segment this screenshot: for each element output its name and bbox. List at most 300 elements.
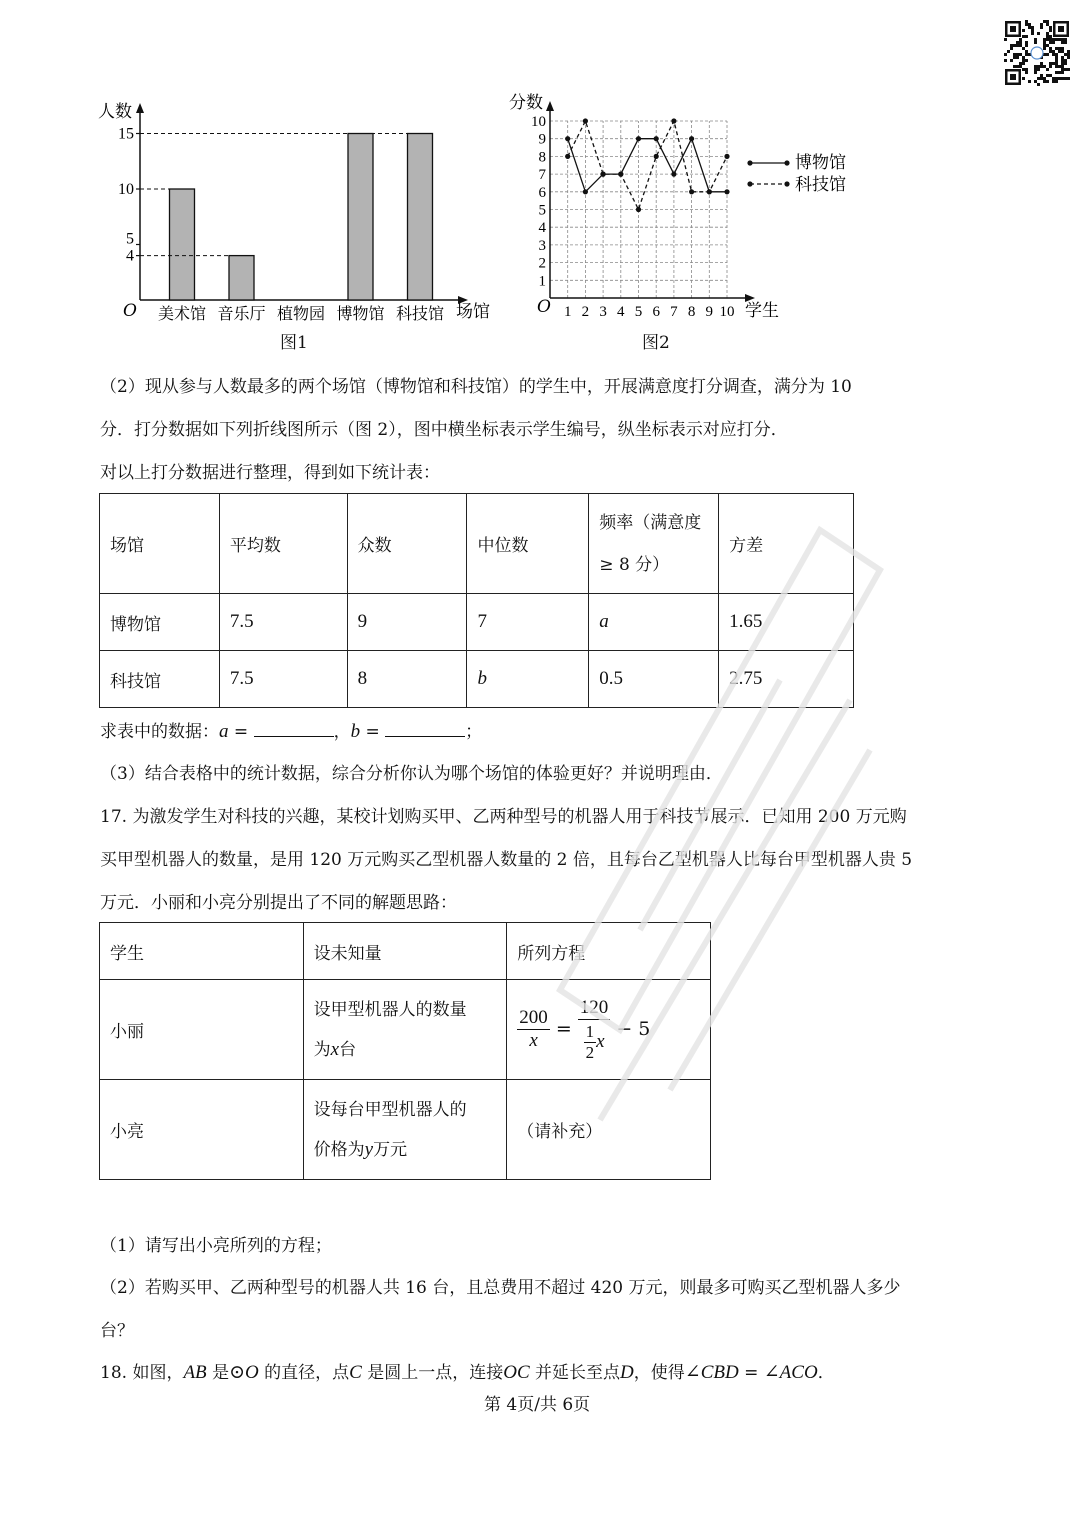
bar <box>348 134 373 301</box>
angle-cbd: ∠CBD <box>684 1362 739 1383</box>
qr-module <box>1037 65 1040 68</box>
var-x: x <box>330 1038 340 1060</box>
qr-module <box>1064 53 1067 56</box>
table-header: 中位数 <box>467 494 589 594</box>
data-point <box>601 172 606 177</box>
table-header-row <box>100 923 711 980</box>
qr-module <box>1055 38 1058 41</box>
x-category-label: 植物园 <box>276 304 326 323</box>
qr-module <box>1010 47 1013 50</box>
legend-marker <box>747 181 752 186</box>
qr-module <box>1034 68 1037 71</box>
unknown-line2-pre: 为 <box>313 1039 331 1060</box>
qr-module <box>1049 38 1052 41</box>
qr-module <box>1037 83 1040 86</box>
qr-module <box>1058 47 1061 50</box>
qr-module <box>1013 53 1016 56</box>
qr-module <box>1049 74 1052 77</box>
q18-text: 的直径，点 <box>258 1363 350 1383</box>
x-tick-label: 6 <box>652 304 660 320</box>
comma: ， <box>333 722 351 742</box>
frequency-header-line2: ≥ 8 分） <box>599 554 670 575</box>
numerator: 200 <box>519 1007 548 1028</box>
frequency-header-line1: 频率（满意度 <box>599 512 702 533</box>
qr-module <box>1049 26 1052 29</box>
qr-module <box>1052 53 1055 56</box>
data-point <box>671 118 676 123</box>
qr-module <box>1016 53 1019 56</box>
qr-module <box>1046 53 1049 56</box>
table-header: 学生 <box>100 923 304 980</box>
q17-line3: 万元．小丽和小亮分别提出了不同的解题思路： <box>100 893 457 913</box>
legend-marker <box>784 181 789 186</box>
qr-module <box>1004 53 1007 56</box>
qr-module <box>1061 41 1064 44</box>
qr-module <box>1037 77 1040 80</box>
qr-finder-center <box>1058 26 1064 32</box>
unknown-line2-post: 台 <box>339 1039 357 1060</box>
qr-module <box>1016 44 1019 47</box>
point-d: D <box>620 1362 634 1383</box>
var-a: a <box>219 721 229 742</box>
table-header: 平均数 <box>219 494 347 594</box>
qr-module <box>1022 56 1025 59</box>
qr-module <box>1058 65 1061 68</box>
qr-module <box>1067 77 1070 80</box>
y-tick-label: 6 <box>538 184 546 201</box>
q18-text: ，使得 <box>633 1363 685 1383</box>
qr-module <box>1049 41 1052 44</box>
qr-module <box>1007 50 1010 53</box>
x-tick-label: 1 <box>563 304 572 320</box>
equals: = <box>365 722 380 742</box>
table-cell: a <box>589 594 719 651</box>
qr-module <box>1037 32 1040 35</box>
qr-module <box>1049 50 1052 53</box>
qr-module <box>1064 77 1067 80</box>
qr-module <box>1064 62 1067 65</box>
y-tick-label: 3 <box>538 237 546 254</box>
x-tick-label: 8 <box>687 304 696 320</box>
find-values-line <box>100 720 482 743</box>
y-tick-label: 4 <box>538 220 546 237</box>
data-point <box>565 154 570 159</box>
qr-module <box>1055 71 1058 74</box>
denominator: x <box>529 1030 538 1051</box>
q18-number: 18. 如图， <box>100 1363 184 1383</box>
qr-module <box>1052 41 1055 44</box>
qr-module <box>1040 65 1043 68</box>
data-point <box>707 189 712 194</box>
qr-module <box>1040 26 1043 29</box>
figure2-caption: 图2 <box>642 333 670 353</box>
solution-table <box>99 922 711 1180</box>
qr-module <box>1055 62 1058 65</box>
x-category-label: 美术馆 <box>157 304 207 323</box>
qr-module <box>1013 56 1016 59</box>
qr-module <box>1022 59 1025 62</box>
unknown-line1: 设甲型机器人的数量 <box>313 999 467 1020</box>
qr-module <box>1061 71 1064 74</box>
qr-module <box>1034 80 1037 83</box>
qr-module <box>1052 80 1055 83</box>
bar <box>408 134 433 301</box>
var-b: b <box>350 721 361 742</box>
x-category-label: 科技馆 <box>395 304 445 323</box>
qr-module <box>1013 65 1016 68</box>
qr-module <box>1046 23 1049 26</box>
qr-module <box>1016 65 1019 68</box>
qr-module <box>1055 59 1058 62</box>
table-header-row <box>100 494 854 594</box>
qr-module <box>1055 56 1058 59</box>
x-axis-label: 场馆 <box>456 302 490 322</box>
y-axis-arrow <box>136 103 144 113</box>
table-header-frequency <box>589 494 719 594</box>
qr-module <box>1025 59 1028 62</box>
table-row <box>100 651 854 708</box>
inner-fraction <box>584 1022 597 1063</box>
qr-module <box>1025 44 1028 47</box>
series-line-science <box>568 121 727 210</box>
qr-module <box>1058 50 1061 53</box>
x-tick-label: 5 <box>634 304 643 320</box>
table-cell: 7.5 <box>219 594 347 651</box>
qr-module <box>1022 47 1025 50</box>
table-header: 所列方程 <box>507 923 711 980</box>
semicolon: ； <box>465 722 483 742</box>
qr-module <box>1031 32 1034 35</box>
data-point <box>689 136 694 141</box>
bar <box>170 189 195 300</box>
unknown-line2-pre: 价格为 <box>313 1139 365 1160</box>
legend-label-science: 科技馆 <box>795 175 846 195</box>
qr-module <box>1004 59 1007 62</box>
qr-module <box>1043 41 1046 44</box>
x-category-label: 音乐厅 <box>217 304 266 323</box>
y-tick-label: 10 <box>531 114 546 130</box>
q18-text: 并延长至点 <box>529 1363 621 1383</box>
qr-module <box>1028 23 1031 26</box>
qr-module <box>1034 41 1037 44</box>
table-cell: 9 <box>347 594 467 651</box>
qr-module <box>1055 65 1058 68</box>
y-tick-label: 4 <box>126 247 134 265</box>
qr-module <box>1061 59 1064 62</box>
qr-module <box>1052 50 1055 53</box>
qr-module <box>1019 38 1022 41</box>
qr-module <box>1055 53 1058 56</box>
table-cell: b <box>467 651 589 708</box>
denominator <box>578 1020 611 1063</box>
qr-module <box>1046 74 1049 77</box>
numerator: 120 <box>579 996 609 1018</box>
table-row <box>100 980 711 1080</box>
var-y: y <box>364 1138 374 1160</box>
qr-module <box>1049 29 1052 32</box>
qr-module <box>1061 50 1064 53</box>
qr-module <box>1055 77 1058 80</box>
data-point <box>689 189 694 194</box>
qr-module <box>1025 35 1028 38</box>
q16-2-line2: 分．打分数据如下列折线图所示（图 2），图中横坐标表示学生编号，纵坐标表示对应打分． <box>100 420 788 440</box>
point-c: C <box>349 1362 362 1383</box>
qr-module <box>1046 20 1049 23</box>
qr-module <box>1043 80 1046 83</box>
x-axis-label: 学生 <box>745 301 779 321</box>
q17-line2: 买甲型机器人的数量，是用 120 万元购买乙型机器人数量的 2 倍，且每台乙型机器人比每台甲型机器人贵 5 <box>100 850 913 870</box>
q16-2-line3: 对以上打分数据进行整理，得到如下统计表： <box>100 463 440 483</box>
qr-code <box>1004 20 1070 86</box>
qr-module <box>1061 77 1064 80</box>
table-header: 方差 <box>719 494 854 594</box>
legend-marker <box>747 160 752 165</box>
equals: = <box>233 722 249 742</box>
legend-label-museum: 博物馆 <box>795 153 846 173</box>
student-name: 小亮 <box>100 1080 304 1180</box>
qr-module <box>1052 38 1055 41</box>
table-row <box>100 594 854 651</box>
line-chart <box>505 88 865 328</box>
qr-module <box>1040 62 1043 65</box>
y-tick-label: 8 <box>538 149 546 166</box>
qr-module <box>1010 59 1013 62</box>
qr-module <box>1034 71 1037 74</box>
qr-module <box>1052 62 1055 65</box>
qr-module <box>1022 29 1025 32</box>
qr-module <box>1040 23 1043 26</box>
qr-module <box>1025 41 1028 44</box>
equals: = <box>738 1363 764 1383</box>
qr-module <box>1058 38 1061 41</box>
qr-module <box>1061 68 1064 71</box>
denominator: 2 <box>585 1042 595 1062</box>
qr-module <box>1034 38 1037 41</box>
qr-module <box>1061 47 1064 50</box>
x-tick-label: 4 <box>617 304 625 320</box>
qr-module <box>1064 41 1067 44</box>
qr-module <box>1067 53 1070 56</box>
qr-finder-center <box>1010 26 1016 32</box>
qr-module <box>1040 77 1043 80</box>
unknown-line1: 设每台甲型机器人的 <box>313 1099 467 1120</box>
table-cell: 博物馆 <box>100 594 220 651</box>
data-point <box>671 172 676 177</box>
segment-ab: AB <box>183 1362 207 1383</box>
x-category-label: 博物馆 <box>336 304 385 323</box>
y-tick-label: 10 <box>118 181 134 198</box>
y-tick-label: 1 <box>538 273 546 290</box>
equation-cell <box>507 980 711 1080</box>
q17-1: （1）请写出小亮所列的方程； <box>100 1236 332 1256</box>
table-cell: 7 <box>467 594 589 651</box>
qr-module <box>1046 38 1049 41</box>
qr-module <box>1061 38 1064 41</box>
qr-module <box>1058 71 1061 74</box>
qr-module <box>1043 44 1046 47</box>
qr-module <box>1016 41 1019 44</box>
x-tick-label: 7 <box>670 304 678 320</box>
q17-line1: 17. 为激发学生对科技的兴趣，某校计划购买甲、乙两种型号的机器人用于科技节展示．已知用 200 万元购 <box>100 807 907 827</box>
unknown-line2-post: 万元 <box>373 1139 408 1160</box>
student-name: 小丽 <box>100 980 304 1080</box>
y-tick-label: 5 <box>126 230 134 248</box>
data-point <box>636 207 641 212</box>
angle-aco: ∠ACO <box>763 1362 818 1383</box>
table-header: 场馆 <box>100 494 220 594</box>
figure1-caption: 图1 <box>280 333 308 353</box>
qr-module <box>1025 71 1028 74</box>
qr-module <box>1025 50 1028 53</box>
qr-module <box>1034 65 1037 68</box>
qr-module <box>1061 56 1064 59</box>
qr-module <box>1019 62 1022 65</box>
qr-module <box>1019 65 1022 68</box>
y-axis-label: 人数 <box>98 102 132 122</box>
equation-tail: − 5 <box>616 1017 651 1040</box>
y-tick-label: 15 <box>118 125 134 143</box>
qr-module <box>1025 23 1028 26</box>
bar-chart <box>90 95 510 330</box>
q17-2-line1: （2）若购买甲、乙两种型号的机器人共 16 台，且总费用不超过 420 万元，则最多可购买乙型机器人多少 <box>100 1278 901 1298</box>
qr-module <box>1049 62 1052 65</box>
x-tick-label: 10 <box>719 304 735 320</box>
data-point <box>724 189 729 194</box>
qr-module <box>1049 47 1052 50</box>
table-row <box>100 1080 711 1180</box>
q18-text: 是圆上一点，连接 <box>361 1363 504 1383</box>
fraction <box>517 1007 550 1052</box>
table-cell: 8 <box>347 651 467 708</box>
table-cell: 0.5 <box>589 651 719 708</box>
data-point <box>583 118 588 123</box>
y-axis-label: 分数 <box>509 93 543 113</box>
qr-module <box>1046 44 1049 47</box>
qr-logo <box>1031 47 1043 59</box>
qr-module <box>1046 32 1049 35</box>
qr-module <box>1055 80 1058 83</box>
q18-text: ． <box>817 1363 835 1383</box>
q18-line <box>100 1362 835 1384</box>
qr-module <box>1019 44 1022 47</box>
unknown-cell <box>303 980 507 1080</box>
legend-marker <box>784 160 789 165</box>
origin-label: O <box>123 301 137 321</box>
origin-label: O <box>537 297 551 317</box>
qr-module <box>1043 38 1046 41</box>
qr-module <box>1055 47 1058 50</box>
qr-module <box>1004 38 1007 41</box>
qr-module <box>1022 77 1025 80</box>
numerator: 1 <box>585 1021 595 1041</box>
qr-module <box>1043 65 1046 68</box>
qr-finder-center <box>1010 74 1016 80</box>
qr-module <box>1019 53 1022 56</box>
stats-table <box>99 493 854 708</box>
answer-blank-b[interactable] <box>385 720 465 737</box>
x-tick-label: 9 <box>705 304 714 320</box>
table-cell: 7.5 <box>219 651 347 708</box>
table-cell: 1.65 <box>719 594 854 651</box>
qr-module <box>1064 38 1067 41</box>
qr-module <box>1067 68 1070 71</box>
qr-module <box>1049 65 1052 68</box>
qr-module <box>1025 20 1028 23</box>
q18-text: 是 <box>206 1363 230 1383</box>
qr-module <box>1028 80 1031 83</box>
equation-placeholder: （请补充） <box>507 1080 711 1180</box>
table-cell: 科技馆 <box>100 651 220 708</box>
qr-module <box>1031 29 1034 32</box>
data-point <box>583 189 588 194</box>
q16-2-line1: （2）现从参与人数最多的两个场馆（博物馆和科技馆）的学生中，开展满意度打分调查，满分为 10 <box>100 377 852 397</box>
qr-module <box>1019 41 1022 44</box>
qr-module <box>1049 35 1052 38</box>
qr-module <box>1067 50 1070 53</box>
qr-module <box>1025 53 1028 56</box>
qr-module <box>1022 35 1025 38</box>
q16-3: （3）结合表格中的统计数据，综合分析你认为哪个场馆的体验更好？并说明理由． <box>100 764 723 784</box>
qr-module <box>1064 68 1067 71</box>
circle-o: ⊙O <box>229 1362 259 1383</box>
qr-module <box>1010 44 1013 47</box>
y-axis-arrow <box>546 101 554 111</box>
qr-module <box>1025 68 1028 71</box>
series-line-museum <box>568 139 727 192</box>
qr-module <box>1043 47 1046 50</box>
data-point <box>724 154 729 159</box>
table-header: 设未知量 <box>303 923 507 980</box>
y-tick-label: 7 <box>538 167 546 184</box>
data-point <box>636 136 641 141</box>
qr-module <box>1022 62 1025 65</box>
qr-module <box>1043 77 1046 80</box>
q17-2-line2: 台？ <box>100 1321 134 1341</box>
qr-module <box>1013 44 1016 47</box>
table-cell: 2.75 <box>719 651 854 708</box>
var-x: x <box>596 1030 605 1052</box>
qr-module <box>1028 26 1031 29</box>
qr-module <box>1037 68 1040 71</box>
find-prefix: 求表中的数据： <box>100 722 219 742</box>
qr-module <box>1067 56 1070 59</box>
data-point <box>618 172 623 177</box>
qr-module <box>1043 20 1046 23</box>
y-tick-label: 5 <box>538 202 546 219</box>
qr-module <box>1031 26 1034 29</box>
data-point <box>565 136 570 141</box>
qr-module <box>1046 80 1049 83</box>
bar <box>229 256 254 300</box>
qr-module <box>1061 65 1064 68</box>
qr-module <box>1061 62 1064 65</box>
y-tick-label: 2 <box>538 255 546 272</box>
qr-module <box>1064 59 1067 62</box>
qr-module <box>1016 56 1019 59</box>
qr-module <box>1022 68 1025 71</box>
page-footer: 第 4页/共 6页 <box>484 1395 591 1415</box>
y-tick-label: 9 <box>538 131 546 148</box>
qr-module <box>1046 68 1049 71</box>
qr-module <box>1052 77 1055 80</box>
qr-module <box>1046 35 1049 38</box>
answer-blank-a[interactable] <box>254 720 334 737</box>
data-point <box>654 154 659 159</box>
data-point <box>654 136 659 141</box>
table-header: 众数 <box>347 494 467 594</box>
fraction <box>578 997 611 1063</box>
segment-oc: OC <box>503 1362 530 1383</box>
